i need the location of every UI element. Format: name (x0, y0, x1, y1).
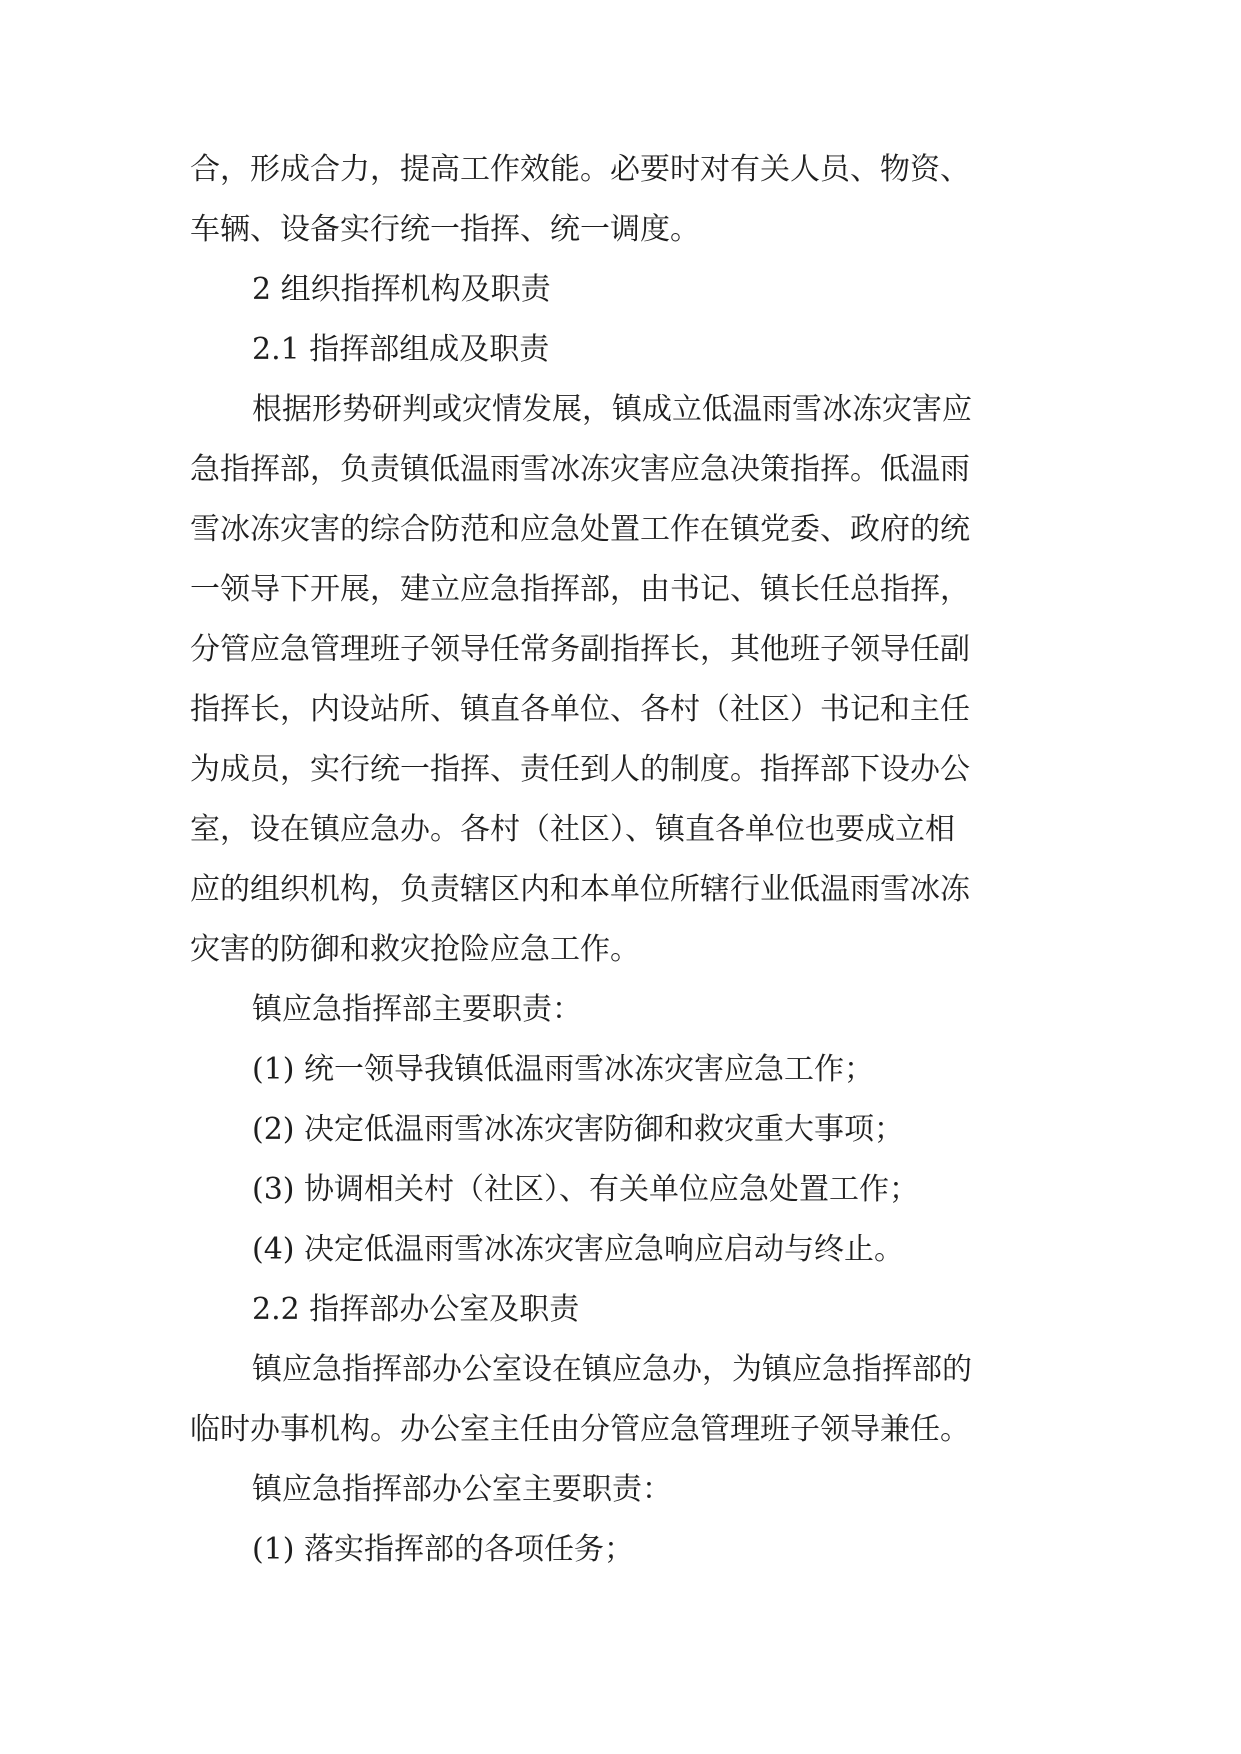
list-item: (2) 决定低温雨雪冰冻灾害防御和救灾重大事项； (252, 1112, 905, 1147)
subsection-heading: 2.2 指挥部办公室及职责 (252, 1292, 580, 1327)
paragraph-line: 为成员，实行统一指挥、责任到人的制度。指挥部下设办公 (190, 752, 970, 787)
paragraph-line: 合，形成合力，提高工作效能。必要时对有关人员、物资、 (190, 152, 970, 187)
list-item: (1) 统一领导我镇低温雨雪冰冻灾害应急工作； (252, 1052, 875, 1087)
paragraph-line: 镇应急指挥部办公室设在镇应急办，为镇应急指挥部的 (252, 1352, 972, 1387)
paragraph-line: 镇应急指挥部主要职责： (252, 992, 582, 1027)
paragraph-line: 一领导下开展，建立应急指挥部，由书记、镇长任总指挥， (190, 572, 970, 607)
paragraph-line: 分管应急管理班子领导任常务副指挥长，其他班子领导任副 (190, 632, 970, 667)
paragraph-line: 室，设在镇应急办。各村（社区）、镇直各单位也要成立相 (190, 812, 955, 847)
list-item: (1) 落实指挥部的各项任务； (252, 1532, 635, 1567)
list-item: (4) 决定低温雨雪冰冻灾害应急响应启动与终止。 (252, 1232, 905, 1267)
section-heading: 2 组织指挥机构及职责 (252, 272, 551, 307)
paragraph-line: 灾害的防御和救灾抢险应急工作。 (190, 932, 640, 967)
paragraph-line: 急指挥部，负责镇低温雨雪冰冻灾害应急决策指挥。低温雨 (190, 452, 970, 487)
subsection-heading: 2.1 指挥部组成及职责 (252, 332, 550, 367)
paragraph-line: 车辆、设备实行统一指挥、统一调度。 (190, 212, 700, 247)
paragraph-line: 应的组织机构，负责辖区内和本单位所辖行业低温雨雪冰冻 (190, 872, 970, 907)
paragraph-line: 镇应急指挥部办公室主要职责： (252, 1472, 672, 1507)
paragraph-line: 临时办事机构。办公室主任由分管应急管理班子领导兼任。 (190, 1412, 970, 1447)
list-item: (3) 协调相关村（社区）、有关单位应急处置工作； (252, 1172, 920, 1207)
paragraph-line: 雪冰冻灾害的综合防范和应急处置工作在镇党委、政府的统 (190, 512, 970, 547)
paragraph-line: 根据形势研判或灾情发展，镇成立低温雨雪冰冻灾害应 (252, 392, 972, 427)
paragraph-line: 指挥长，内设站所、镇直各单位、各村（社区）书记和主任 (190, 692, 970, 727)
